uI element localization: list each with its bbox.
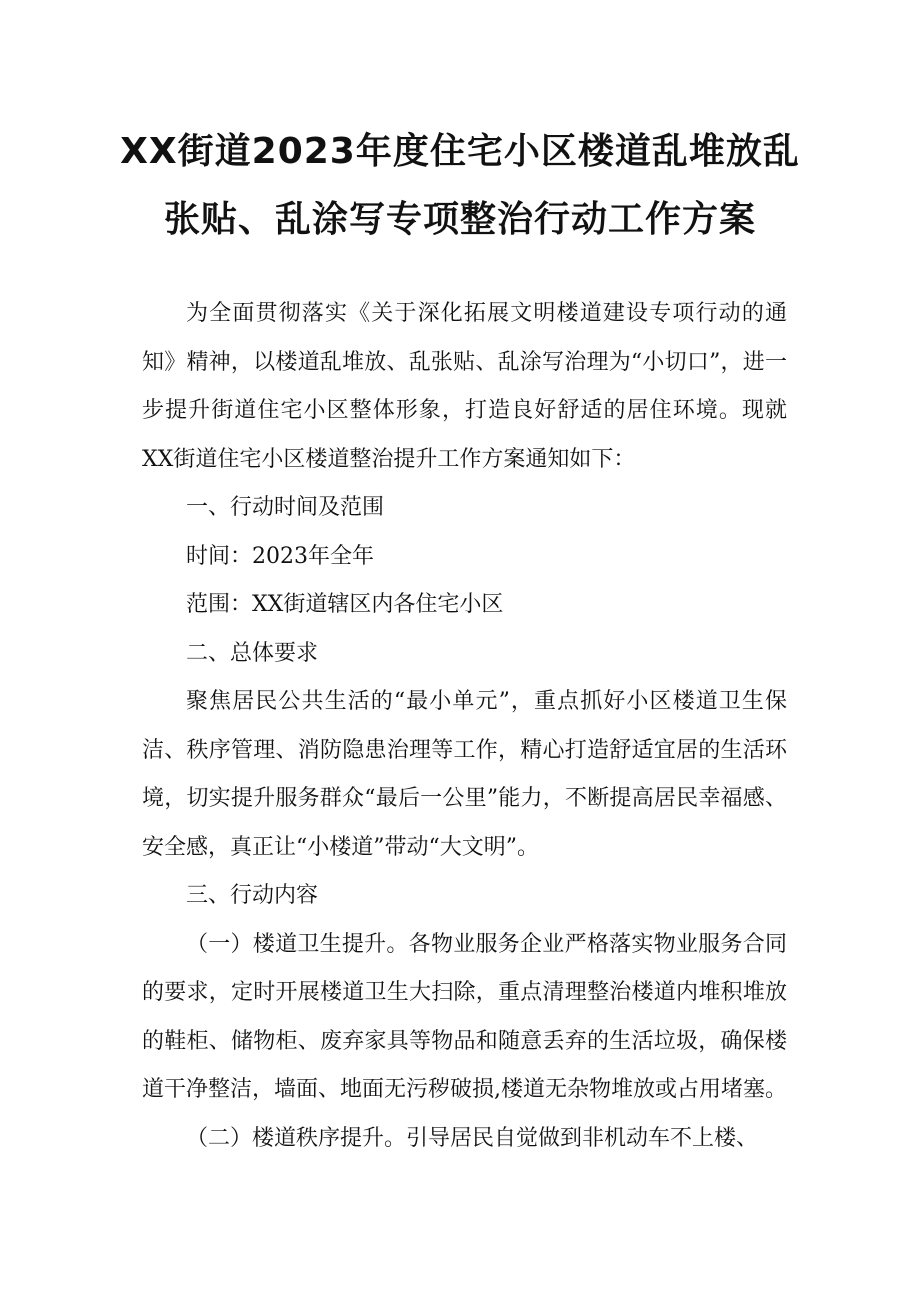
- section-2-heading: 二、总体要求: [186, 640, 319, 666]
- section-1-scope: 范围：XX街道辖区内各住宅小区: [186, 592, 504, 617]
- section-2-paragraph: 聚焦居民公共生活的“最小单元”，重点抓好小区楼道卫生保洁、秩序管理、消防隐患治理等工作，精心打造舒适宜居的生活环境，切实提升服务群众“最后一公里”能力，不断提高居民幸福感、安全感，真正让“小楼道”带动“大文明”。: [142, 689, 787, 860]
- section-1-time: 时间：2023年全年: [186, 543, 374, 569]
- document-title-line-2: 张贴、乱涂写专项整治行动工作方案: [163, 199, 756, 240]
- document-title-line-1: XX街道2023年度住宅小区楼道乱堆放乱: [120, 131, 800, 172]
- section-3-item-1: （一）楼道卫生提升。各物业服务企业严格落实物业服务合同的要求，定时开展楼道卫生大扫除，重点清理整治楼道内堆积堆放的鞋柜、储物柜、废弃家具等物品和随意丢弃的生活垃圾，确保楼道干净整洁，墙面、地面无污秽破损,楼道无杂物堆放或占用堵塞。: [142, 931, 787, 1102]
- intro-paragraph: 为全面贯彻落实《关于深化拓展文明楼道建设专项行动的通知》精神，以楼道乱堆放、乱张贴、乱涂写治理为“小切口”，进一步提升街道住宅小区整体形象，打造良好舒适的居住环境。现就XX街道住宅小区楼道整治提升工作方案通知如下：: [142, 301, 787, 472]
- section-3-item-2: （二）楼道秩序提升。引导居民自觉做到非机动车不上楼、: [186, 1125, 759, 1151]
- section-1-heading: 一、行动时间及范围: [186, 495, 385, 520]
- document-body: [142, 290, 787, 1163]
- section-3-heading: 三、行动内容: [186, 883, 319, 908]
